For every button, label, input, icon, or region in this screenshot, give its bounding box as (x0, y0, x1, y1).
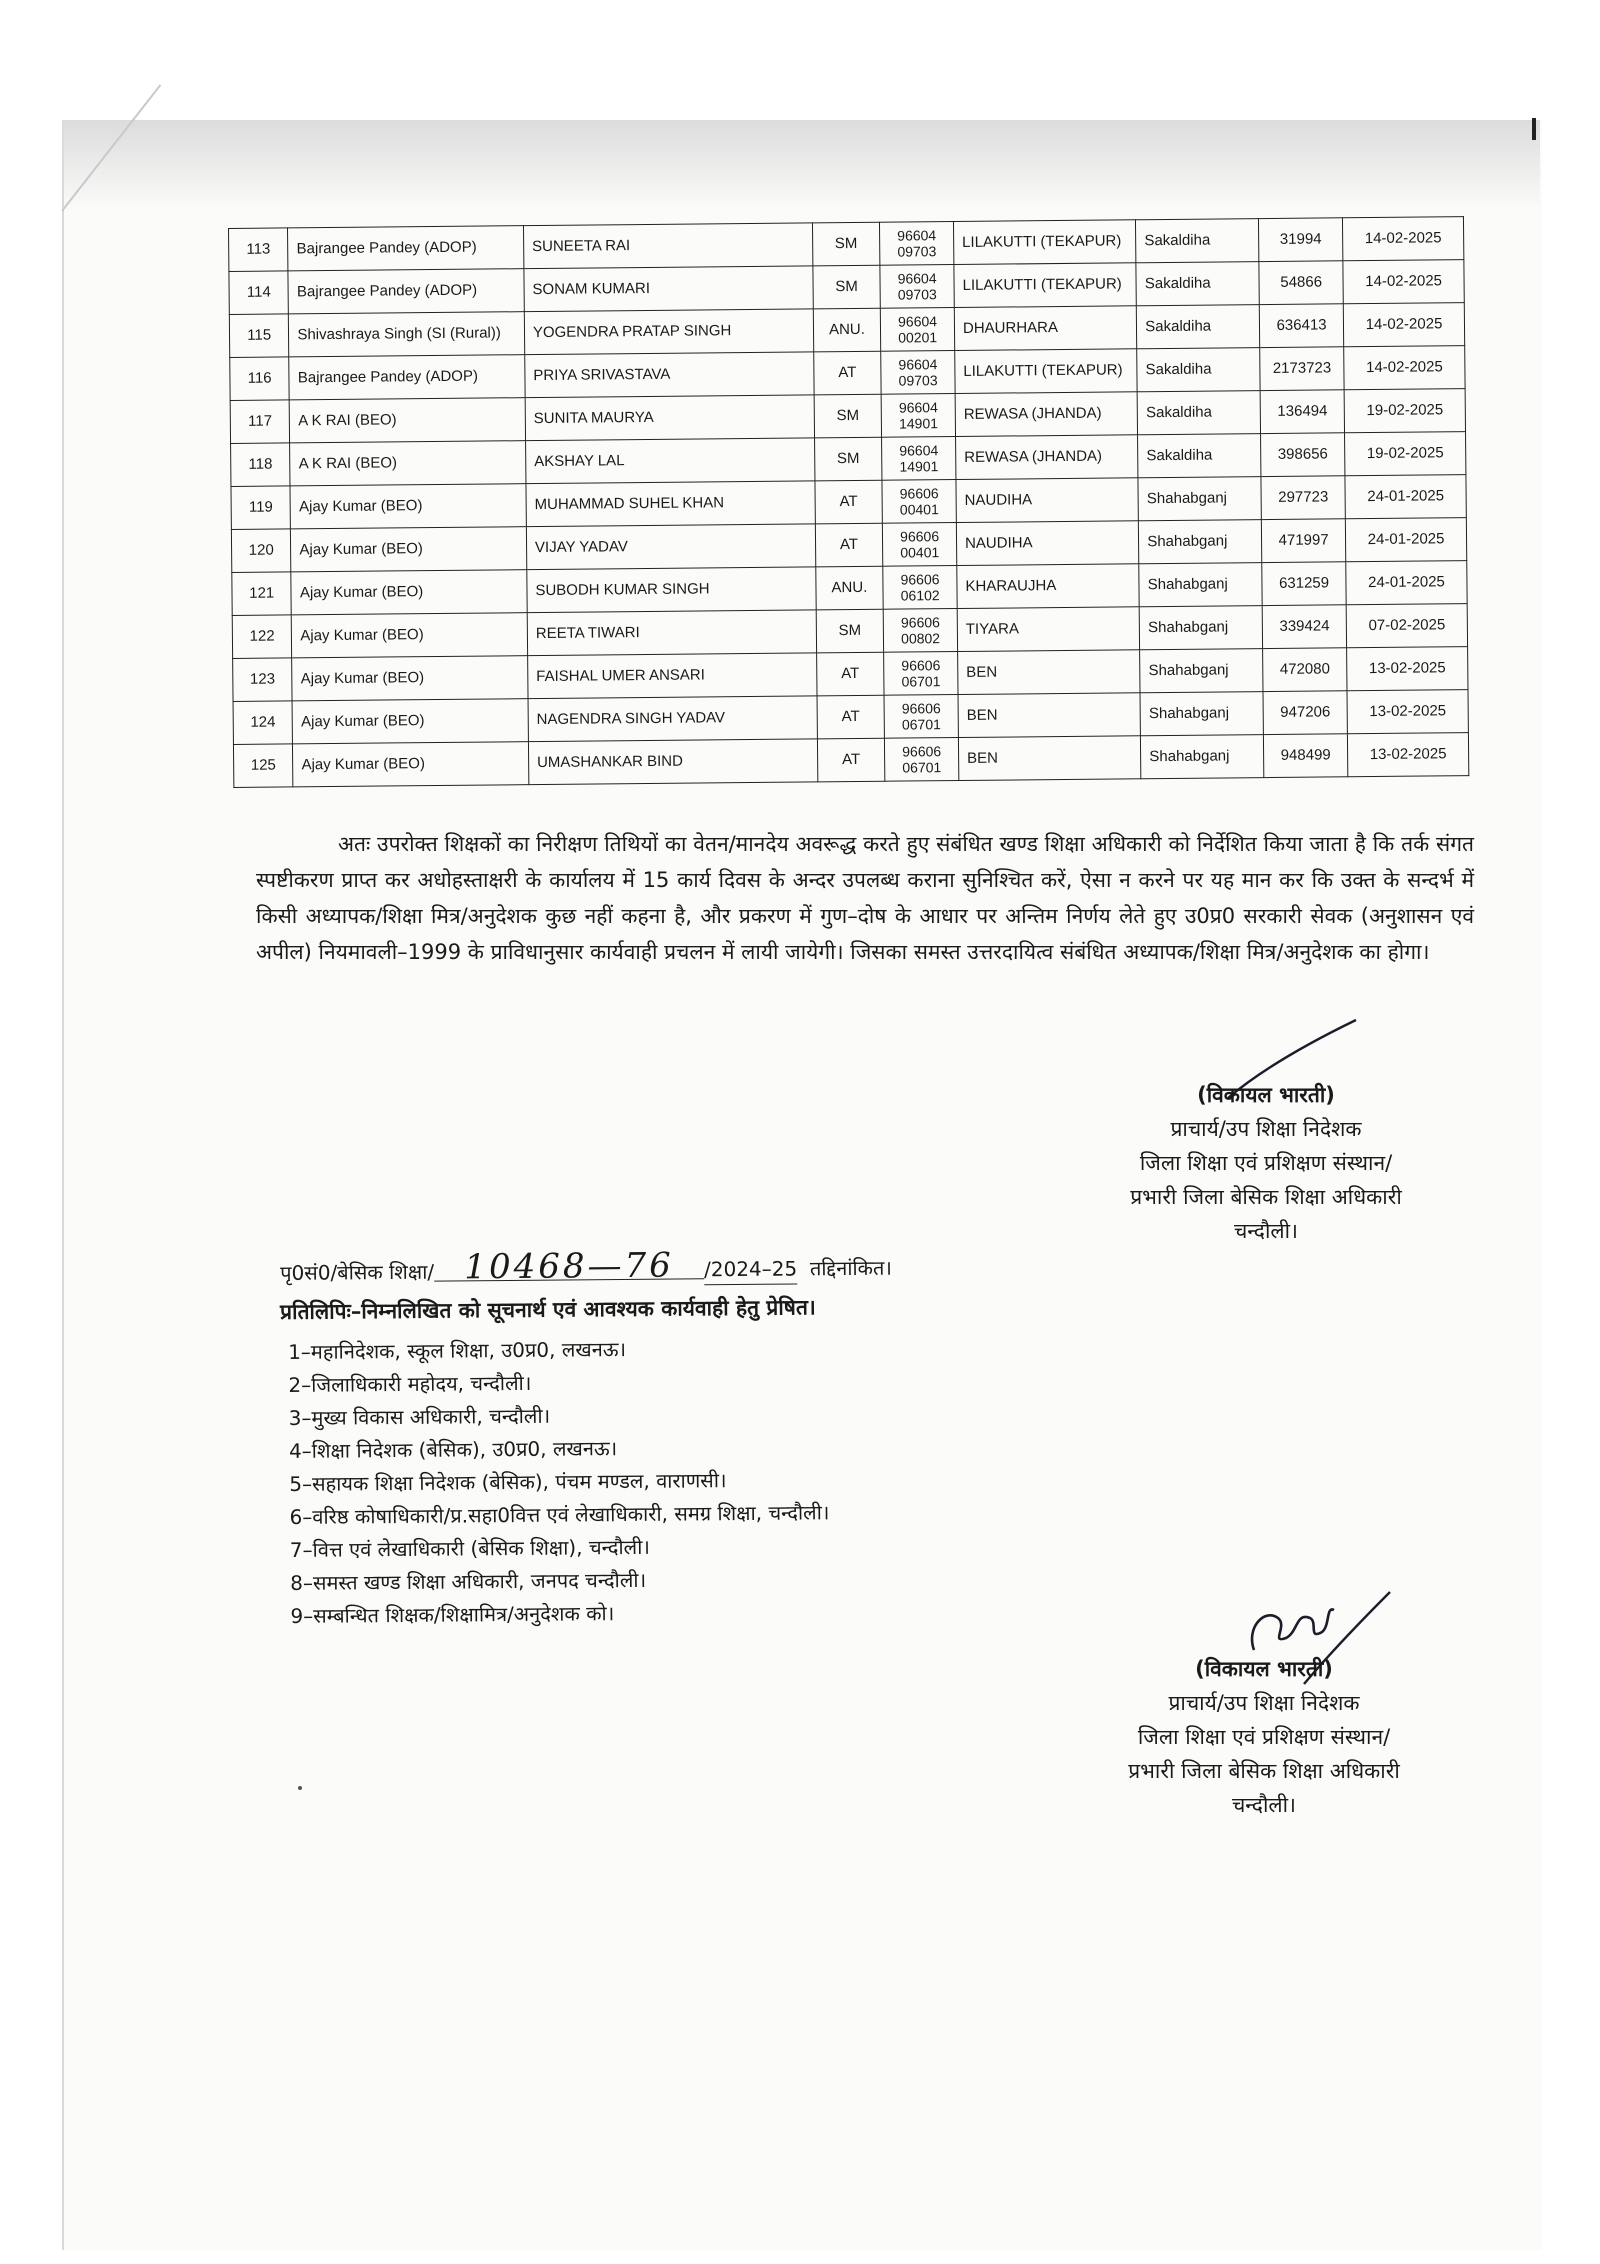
serial-number: 118 (231, 443, 291, 487)
signatory-designation: प्राचार्य/उप शिक्षा निदेशक (1168, 1691, 1360, 1715)
inspecting-officer: Ajay Kumar (BEO) (292, 613, 528, 658)
school-code-part: 96604 (897, 313, 938, 330)
signatory-institute: जिला शिक्षा एवं प्रशिक्षण संस्थान/ (1139, 1151, 1393, 1175)
serial-number: 115 (229, 314, 289, 358)
school-name: NAUDIHA (956, 478, 1139, 523)
signatory-designation: प्राचार्य/उप शिक्षा निदेशक (1170, 1117, 1362, 1141)
teacher-name: NAGENDRA SINGH YADAV (528, 696, 817, 742)
copy-recipient: 4–शिक्षा निदेशक (बेसिक), उ0प्र0, लखनऊ। (288, 1436, 618, 1463)
teacher-name: REETA TIWARI (527, 610, 816, 656)
school-code-part: 14901 (898, 415, 939, 432)
school-name: LILAKUTTI (TEKAPUR) (954, 263, 1137, 308)
inspection-date: 13-02-2025 (1347, 690, 1468, 734)
copy-recipient: 5–सहायक शिक्षा निदेशक (बेसिक), पंचम मण्डल, वाराणसी। (289, 1468, 727, 1496)
inspection-date: 13-02-2025 (1347, 733, 1468, 777)
teacher-name: FAISHAL UMER ANSARI (528, 653, 817, 699)
school-code-part: 96606 (900, 528, 940, 545)
inspection-table (228, 216, 1469, 788)
reference-number: 10468—76 (434, 1252, 704, 1281)
teacher-name: SUBODH KUMAR SINGH (527, 567, 816, 613)
school-code-part: 06701 (902, 759, 942, 776)
block-name: Shahabganj (1138, 477, 1261, 521)
employee-code: 631259 (1262, 562, 1346, 606)
signatory-district: चन्दौली। (1231, 1793, 1297, 1817)
teacher-name: YOGENDRA PRATAP SINGH (524, 309, 813, 355)
inspecting-officer: Bajrangee Pandey (ADOP) (288, 226, 524, 271)
signatory-charge: प्रभारी जिला बेसिक शिक्षा अधिकारी (1128, 1759, 1400, 1783)
school-name: KHARAUJHA (957, 564, 1140, 609)
employee-code: 947206 (1263, 691, 1347, 735)
block-name: Shahabganj (1140, 649, 1263, 693)
school-code-part: 09703 (897, 286, 937, 303)
copy-recipient: 6–वरिष्ठ कोषाधिकारी/प्र.सहा0वित्त एवं लेखाधिकारी, समग्र शिक्षा, चन्दौली। (289, 1500, 830, 1529)
teacher-name: SUNITA MAURYA (525, 395, 814, 441)
inspection-date: 14-02-2025 (1343, 260, 1464, 304)
school-code-part: 09703 (898, 372, 938, 389)
school-name: BEN (958, 650, 1141, 695)
teacher-category: AT (813, 351, 881, 395)
serial-number: 122 (232, 615, 292, 659)
signatory-institute: जिला शिक्षा एवं प्रशिक्षण संस्थान/ (1137, 1725, 1391, 1749)
employee-code: 297723 (1261, 476, 1345, 520)
teacher-category: AT (816, 652, 884, 696)
scan-shadow (62, 120, 1540, 210)
employee-code: 31994 (1259, 218, 1343, 262)
teacher-category: ANU. (815, 566, 883, 610)
reference-dated: तद्दिनांकित। (809, 1255, 893, 1281)
teacher-category: AT (815, 480, 883, 524)
school-code (881, 308, 955, 352)
signature-block (1056, 1078, 1476, 1248)
serial-number: 113 (229, 228, 289, 272)
inspecting-officer: A K RAI (BEO) (290, 441, 526, 486)
inspecting-officer: Bajrangee Pandey (ADOP) (289, 355, 525, 400)
school-code (881, 394, 955, 438)
reference-year: /2024–25 (704, 1253, 797, 1285)
inspecting-officer: Ajay Kumar (BEO) (292, 656, 528, 701)
serial-number: 116 (230, 357, 290, 401)
school-code (885, 738, 959, 782)
teacher-name: UMASHANKAR BIND (528, 739, 817, 785)
serial-number: 123 (233, 658, 293, 702)
scan-speck (298, 1786, 302, 1790)
block-name: Shahabganj (1141, 735, 1264, 779)
school-code-part: 96604 (898, 356, 938, 373)
school-code-part: 96604 (899, 442, 939, 459)
school-code-part: 96604 (897, 227, 937, 244)
inspecting-officer: Ajay Kumar (BEO) (292, 699, 528, 744)
signature-block-copy (1054, 1652, 1474, 1822)
school-code-part: 00401 (900, 544, 940, 561)
inspecting-officer: Ajay Kumar (BEO) (293, 742, 529, 787)
employee-code: 471997 (1261, 519, 1345, 563)
school-name: REWASA (JHANDA) (955, 392, 1138, 437)
school-code-part: 00201 (898, 329, 938, 346)
school-code-part: 09703 (897, 243, 937, 260)
copy-recipient: 3–मुख्य विकास अधिकारी, चन्दौली। (288, 1403, 551, 1430)
school-name: NAUDIHA (956, 521, 1139, 566)
school-name: DHAURHARA (954, 306, 1137, 351)
serial-number: 119 (231, 486, 291, 530)
serial-number: 114 (229, 271, 289, 315)
employee-code: 398656 (1261, 433, 1345, 477)
employee-code: 636413 (1259, 304, 1343, 348)
school-code-part: 06102 (900, 587, 940, 604)
inspection-date: 19-02-2025 (1344, 389, 1465, 433)
school-code-part: 14901 (899, 458, 939, 475)
school-code-part: 06701 (901, 673, 941, 690)
teacher-category: SM (814, 394, 882, 438)
inspection-date: 13-02-2025 (1347, 647, 1468, 691)
signatory-name: (विकायल भारती) (1195, 1657, 1333, 1681)
school-code (883, 523, 957, 567)
school-name: LILAKUTTI (TEKAPUR) (955, 349, 1138, 394)
block-name: Shahabganj (1139, 606, 1262, 650)
block-name: Sakaldiha (1137, 305, 1260, 349)
teacher-name: PRIYA SRIVASTAVA (525, 352, 814, 398)
school-name: BEN (958, 736, 1141, 781)
inspection-date: 14-02-2025 (1343, 303, 1464, 347)
school-code (880, 265, 954, 309)
school-code (880, 222, 954, 266)
school-code (883, 566, 957, 610)
teacher-name: VIJAY YADAV (526, 524, 815, 570)
inspecting-officer: Bajrangee Pandey (ADOP) (288, 269, 524, 314)
school-code (883, 609, 957, 653)
teacher-category: SM (813, 265, 881, 309)
serial-number: 120 (231, 529, 291, 573)
signatory-name: (विकायल भारती) (1197, 1083, 1335, 1107)
copy-heading: प्रतिलिपिः–निम्नलिखित को सूचनार्थ एवं आवश्यक कार्यवाही हेतु प्रेषित। (280, 1295, 816, 1324)
inspecting-officer: Ajay Kumar (BEO) (290, 484, 526, 529)
teacher-category: AT (817, 738, 885, 782)
teacher-category: AT (817, 695, 885, 739)
teacher-name: SUNEETA RAI (523, 223, 812, 269)
body-paragraph: अतः उपरोक्त शिक्षकों का निरीक्षण तिथियों का वेतन/मानदेय अवरूद्ध करते हुए संबंधित खण्ड शिक्षा अधिकारी को निर्देशित किया जाता है कि तर्क संगत स्पष्टीकरण प्राप्त कर अधोहस्ताक्षरी के कार्यालय में 15 कार्य दिवस के अन्दर उपलब्ध कराना सुनिश्चित करें, ऐसा न करने पर यह मान कर कि उक्त के सन्दर्भ में किसी अध्यापक/शिक्षा मित्र/अनुदेशक कुछ नहीं कहना है, और प्रकरण में गुण–दोष के आधार पर अन्तिम निर्णय लेते हुए उ0प्र0 सरकारी सेवक (अनुशासन एवं अपील) नियमावली–1999 के प्राविधानुसार कार्यवाही प्रचलन में लायी जायेगी। जिसका समस्त उत्तरदायित्व संबंधित अध्यापक/शिक्षा मित्र/अनुदेशक का होगा। (256, 832, 1474, 964)
block-name: Sakaldiha (1137, 348, 1260, 392)
serial-number: 117 (230, 400, 290, 444)
teacher-name: MUHAMMAD SUHEL KHAN (526, 481, 815, 527)
school-code (882, 437, 956, 481)
teacher-category: ANU. (813, 308, 881, 352)
copy-recipient: 1–महानिदेशक, स्कूल शिक्षा, उ0प्र0, लखनऊ। (288, 1337, 627, 1364)
signatory-district: चन्दौली। (1233, 1219, 1299, 1243)
block-name: Sakaldiha (1136, 219, 1259, 263)
school-name: LILAKUTTI (TEKAPUR) (953, 220, 1136, 265)
copy-recipient: 9–सम्बन्धित शिक्षक/शिक्षामित्र/अनुदेशक को। (290, 1601, 615, 1628)
block-name: Sakaldiha (1137, 391, 1260, 435)
school-name: BEN (958, 693, 1141, 738)
teacher-name: SONAM KUMARI (524, 266, 813, 312)
employee-code: 136494 (1260, 390, 1344, 434)
school-code-part: 96606 (900, 614, 940, 631)
teacher-category: SM (812, 222, 880, 266)
employee-code: 54866 (1259, 261, 1343, 305)
inspection-date: 14-02-2025 (1343, 217, 1464, 261)
employee-code: 948499 (1264, 734, 1348, 778)
block-name: Sakaldiha (1138, 434, 1261, 478)
signatory-charge: प्रभारी जिला बेसिक शिक्षा अधिकारी (1130, 1185, 1402, 1209)
school-code-part: 96604 (897, 270, 937, 287)
school-code-part: 00802 (901, 630, 941, 647)
school-name: REWASA (JHANDA) (956, 435, 1139, 480)
teacher-category: AT (815, 523, 883, 567)
inspection-date: 19-02-2025 (1345, 432, 1466, 476)
employee-code: 472080 (1263, 648, 1347, 692)
inspection-date: 24-01-2025 (1346, 561, 1467, 605)
school-code-part: 96606 (901, 700, 941, 717)
teacher-category: SM (814, 437, 882, 481)
employee-code: 2173723 (1260, 347, 1344, 391)
school-name: TIYARA (957, 607, 1140, 652)
inspecting-officer: Ajay Kumar (BEO) (291, 570, 527, 615)
copy-recipient: 8–समस्त खण्ड शिक्षा अधिकारी, जनपद चन्दौली। (290, 1567, 647, 1595)
reference-prefix: पृ0सं0/बेसिक शिक्षा/ (280, 1259, 435, 1285)
block-name: Shahabganj (1140, 692, 1263, 736)
school-code-part: 96606 (900, 571, 940, 588)
inspection-date: 24-01-2025 (1345, 518, 1466, 562)
inspecting-officer: Ajay Kumar (BEO) (291, 527, 527, 572)
school-code-part: 96606 (901, 657, 941, 674)
school-code-part: 96606 (899, 485, 939, 502)
employee-code: 339424 (1262, 605, 1346, 649)
copy-recipient: 2–जिलाधिकारी महोदय, चन्दौली। (288, 1370, 532, 1397)
school-code (881, 351, 955, 395)
serial-number: 121 (232, 572, 292, 616)
inspecting-officer: Shivashraya Singh (SI (Rural)) (289, 312, 525, 357)
inspection-date: 07-02-2025 (1346, 604, 1467, 648)
serial-number: 124 (233, 701, 293, 745)
school-code-part: 06701 (901, 716, 941, 733)
school-code (882, 480, 956, 524)
block-name: Shahabganj (1139, 520, 1262, 564)
teacher-category: SM (816, 609, 884, 653)
scan-edge-mark (1532, 118, 1536, 140)
inspection-date: 14-02-2025 (1344, 346, 1465, 390)
inspecting-officer: A K RAI (BEO) (290, 398, 526, 443)
school-code (884, 652, 958, 696)
school-code-part: 96606 (902, 743, 942, 760)
school-code-part: 00401 (899, 501, 939, 518)
teacher-name: AKSHAY LAL (525, 438, 814, 484)
block-name: Sakaldiha (1136, 262, 1259, 306)
block-name: Shahabganj (1139, 563, 1262, 607)
school-code (884, 695, 958, 739)
serial-number: 125 (233, 744, 293, 788)
copy-list (288, 1331, 830, 1633)
copy-recipient: 7–वित्त एवं लेखाधिकारी (बेसिक शिक्षा), चन्दौली। (289, 1534, 651, 1562)
school-code-part: 96604 (898, 399, 938, 416)
inspection-date: 24-01-2025 (1345, 475, 1466, 519)
